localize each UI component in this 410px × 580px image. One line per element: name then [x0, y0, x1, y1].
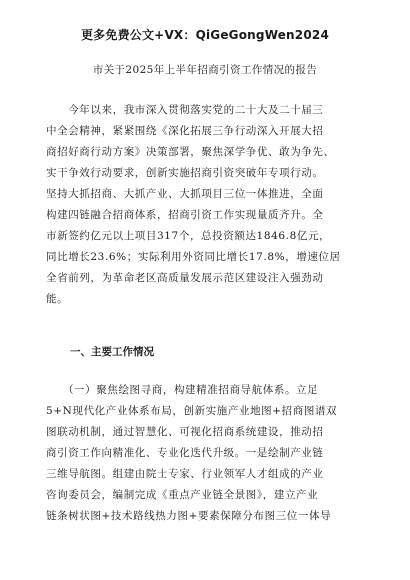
paragraph-line: 市新签约亿元以上项目317个，总投资额达1846.8亿元， [46, 230, 331, 242]
paragraph-line: 实干争效行动要求，创新实施招商引资突破年专项行动。 [46, 167, 324, 179]
paragraph-line: 构建四链融合招商体系，招商引资工作实现量质齐升。全 [46, 209, 324, 221]
paragraph-line: 链条树状图+技术路线热力图+要素保障分布图三位一体导 [46, 510, 332, 522]
paragraph-line: 全省前列，为革命老区高质量发展示范区建设注入强劲动 [46, 272, 324, 284]
paragraph-line: 今年以来，我市深入贯彻落实党的二十大及二十届三 [46, 104, 324, 116]
paragraph-line: 坚持大抓招商、大抓产业、大抓项目三位一体推进，全面 [46, 188, 324, 200]
section-paragraph [46, 380, 364, 527]
document-title: 市关于2025年上半年招商引资工作情况的报告 [92, 64, 318, 76]
paragraph-line: 5+N现代化产业体系布局，创新实施产业地图+招商图谱双 [46, 405, 338, 417]
paragraph-line: 咨询委员会，编制完成《重点产业链全景图》，建立产业 [46, 489, 319, 501]
paragraph-line: 中全会精神，紧紧围绕《深化拓展三争行动深入开展大招 [46, 125, 324, 137]
intro-paragraph [46, 100, 364, 310]
paragraph-line: 三维导航图。组建由院士专家、行业领军人才组成的产业 [46, 468, 324, 480]
promo-header: 更多免费公文+VX：QiGeGongWen2024 [80, 28, 329, 42]
paragraph-line: 图联动机制，通过智慧化、可视化招商系统建设，推动招 [46, 426, 324, 438]
paragraph-line: 能。 [46, 293, 69, 305]
paragraph-line: 商引资工作向精准化、专业化迭代升级。一是绘制产业链 [46, 447, 324, 459]
section-heading: 一、主要工作情况 [70, 346, 154, 358]
paragraph-line: 同比增长23.6%；实际利用外资同比增长17.8%，增速位居 [46, 251, 341, 263]
paragraph-line: （一）聚焦绘图寻商，构建精准招商导航体系。立足 [46, 384, 319, 396]
paragraph-line: 商招好商行动方案》决策部署，聚焦深学争优、敢为争先、 [46, 146, 335, 158]
